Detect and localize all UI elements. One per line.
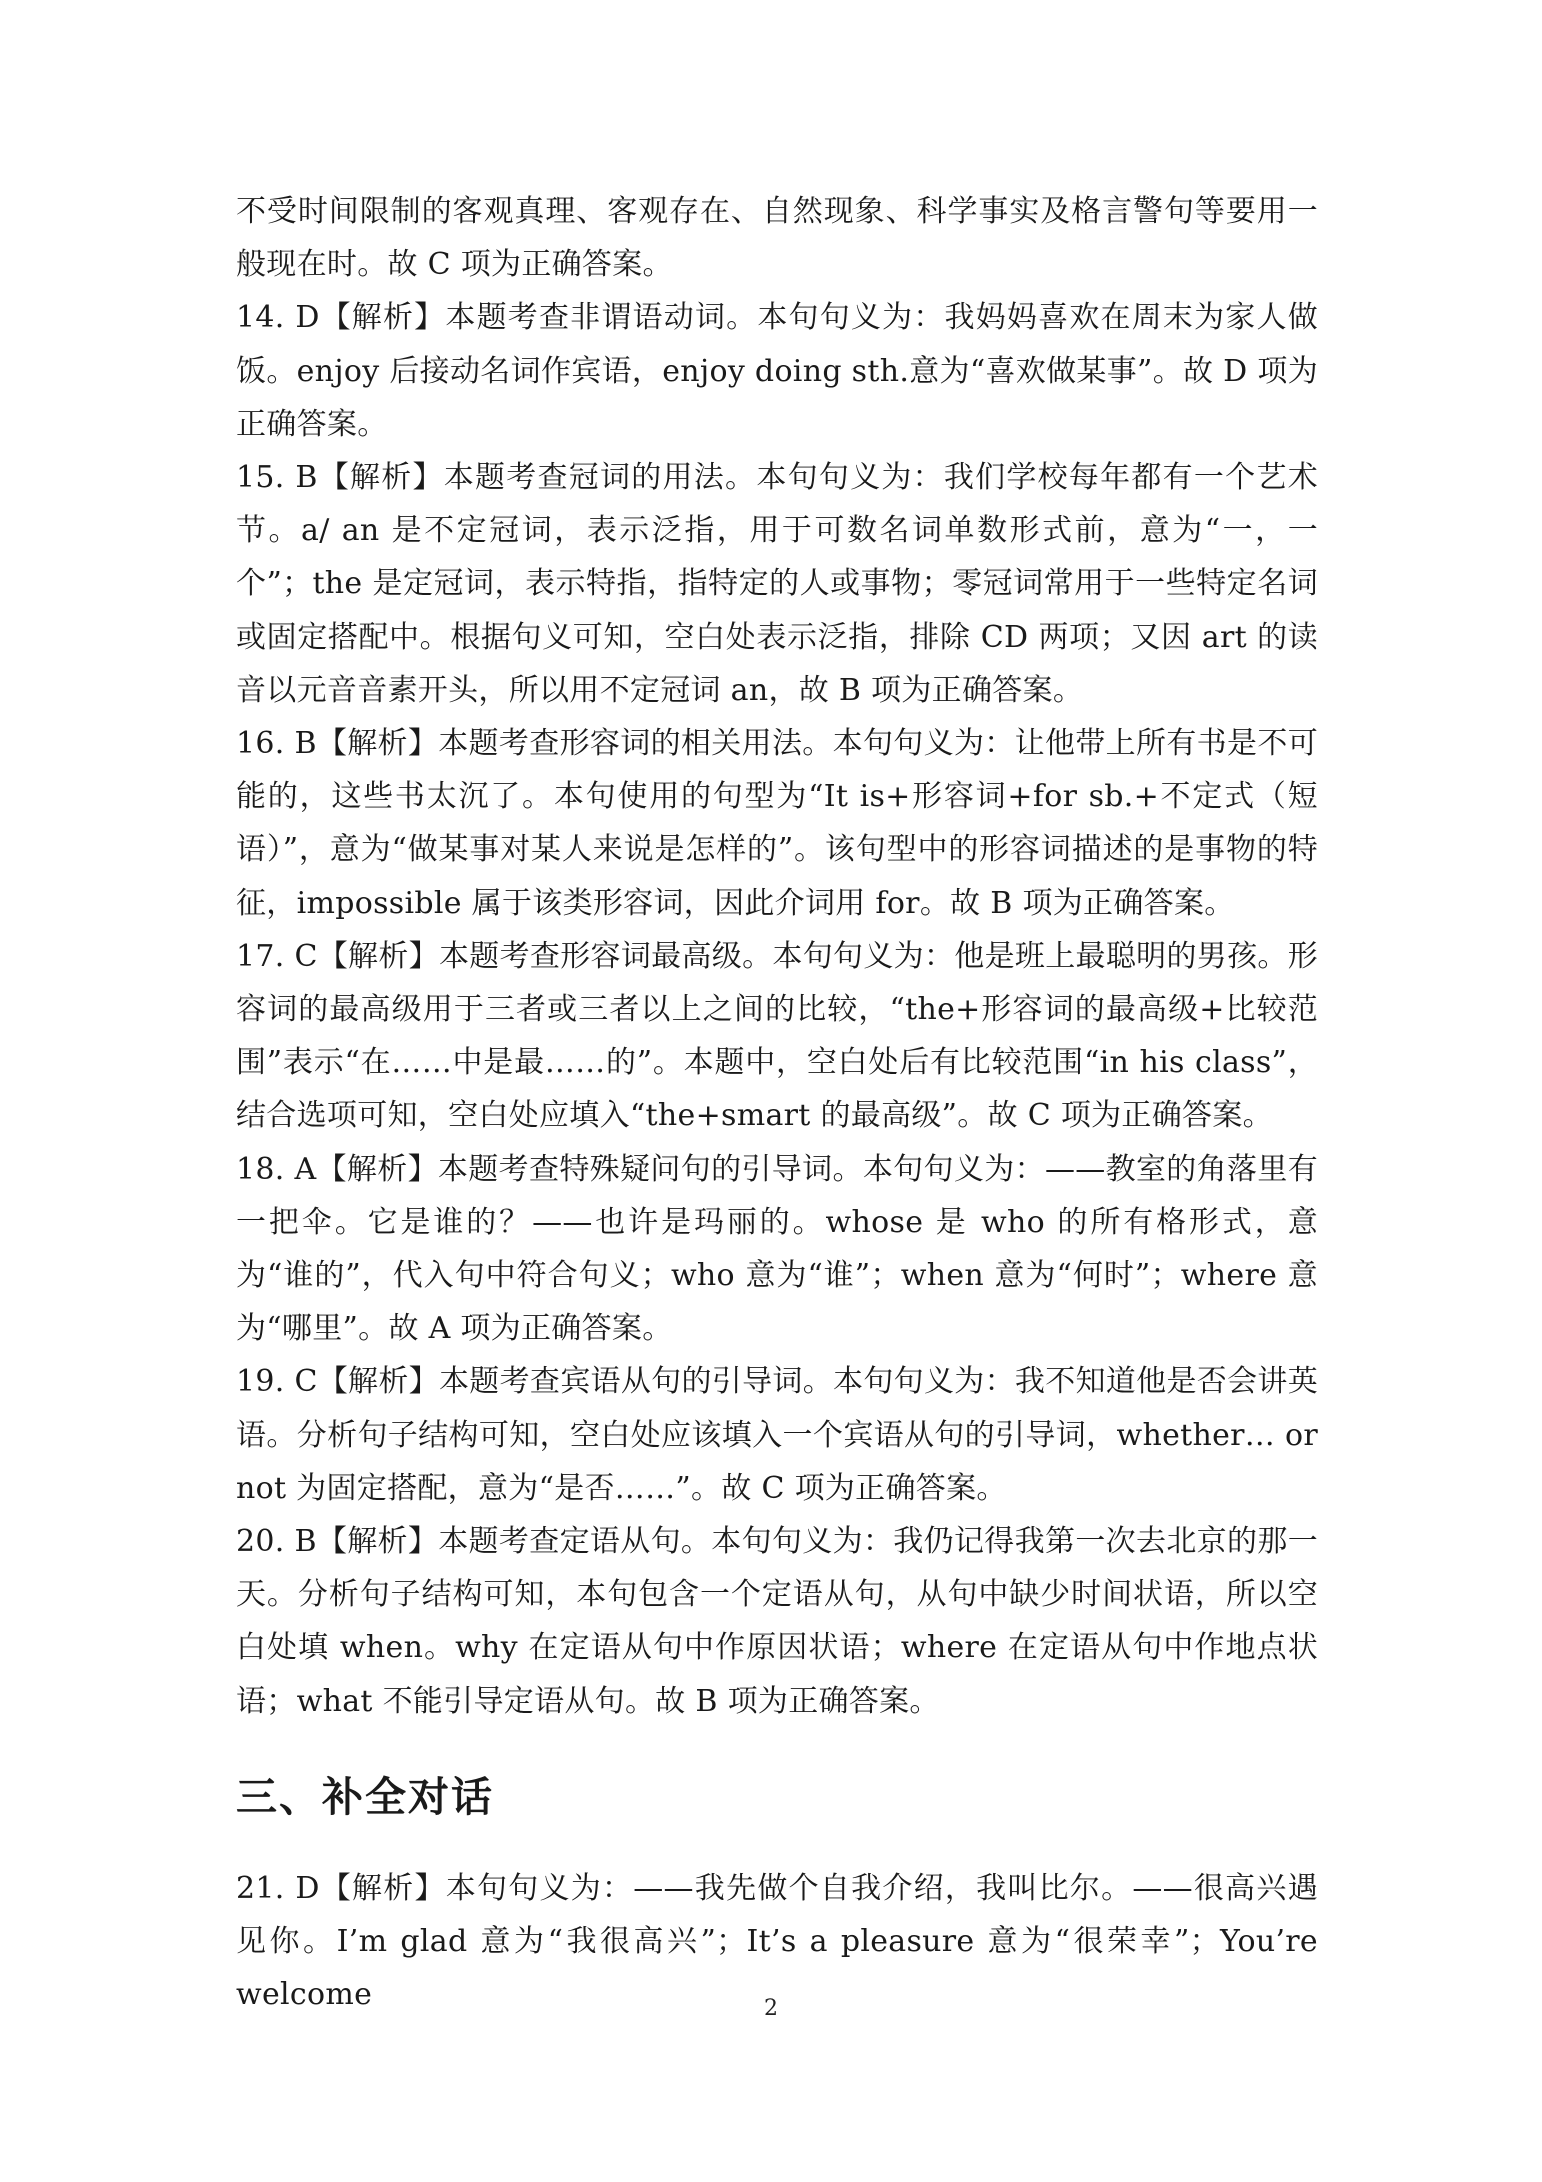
answer-20-explanation: 20. B【解析】本题考查定语从句。本句句义为：我仍记得我第一次去北京的那一天。分析句子结构可知，本句包含一个定语从句，从句中缺少时间状语，所以空白处填 when。why 在定语从句中作原因状语；where 在定语从句中作地点状语；what 不能引导定语从句。故 B 项为正确答案。 xyxy=(236,1524,1318,1719)
answer-21-explanation: 21. D【解析】本句句义为：——我先做个自我介绍，我叫比尔。——很高兴遇见你。I’m glad 意为“我很高兴”；It’s a pleasure 意为“很荣幸”；You’re welcome xyxy=(236,1870,1318,2013)
paragraph-continuation: 不受时间限制的客观真理、客观存在、自然现象、科学事实及格言警句等要用一般现在时。故 C 项为正确答案。 xyxy=(236,194,1318,283)
answer-14-explanation: 14. D【解析】本题考查非谓语动词。本句句义为：我妈妈喜欢在周末为家人做饭。enjoy 后接动名词作宾语，enjoy doing sth.意为“喜欢做某事”。故 D 项为正确答案。 xyxy=(236,300,1318,442)
page-content xyxy=(236,185,1318,2022)
page-number: 2 xyxy=(764,1996,778,2021)
answer-16-explanation: 16. B【解析】本题考查形容词的相关用法。本句句义为：让他带上所有书是不可能的，这些书太沉了。本句使用的句型为“It is+形容词+for sb.+不定式（短语）”，意为“做某事对某人来说是怎样的”。该句型中的形容词描述的是事物的特征，impossible 属于该类形容词，因此介词用 for。故 B 项为正确答案。 xyxy=(236,726,1318,921)
answer-19-explanation: 19. C【解析】本题考查宾语从句的引导词。本句句义为：我不知道他是否会讲英语。分析句子结构可知，空白处应该填入一个宾语从句的引导词，whether… or not 为固定搭配，意为“是否……”。故 C 项为正确答案。 xyxy=(236,1364,1318,1506)
answer-15-explanation: 15. B【解析】本题考查冠词的用法。本句句义为：我们学校每年都有一个艺术节。a/ an 是不定冠词，表示泛指，用于可数名词单数形式前，意为“一，一个”；the 是定冠词，表示特指，指特定的人或事物；零冠词常用于一些特定名词或固定搭配中。根据句义可知，空白处表示泛指，排除 CD 两项；又因 art 的读音以元音音素开头，所以用不定冠词 an，故 B 项为正确答案。 xyxy=(236,460,1318,708)
answer-18-explanation: 18. A【解析】本题考查特殊疑问句的引导词。本句句义为：——教室的角落里有一把伞。它是谁的？——也许是玛丽的。whose 是 who 的所有格形式，意为“谁的”，代入句中符合句义；who 意为“谁”；when 意为“何时”；where 意为“哪里”。故 A 项为正确答案。 xyxy=(236,1151,1318,1347)
section-heading: 三、补全对话 xyxy=(236,1772,494,1821)
answer-17-explanation: 17. C【解析】本题考查形容词最高级。本句句义为：他是班上最聪明的男孩。形容词的最高级用于三者或三者以上之间的比较，“the+形容词的最高级+比较范围”表示“在……中是最……的”。本题中，空白处后有比较范围“in his class”，结合选项可知，空白处应填入“the+smart 的最高级”。故 C 项为正确答案。 xyxy=(236,938,1318,1134)
